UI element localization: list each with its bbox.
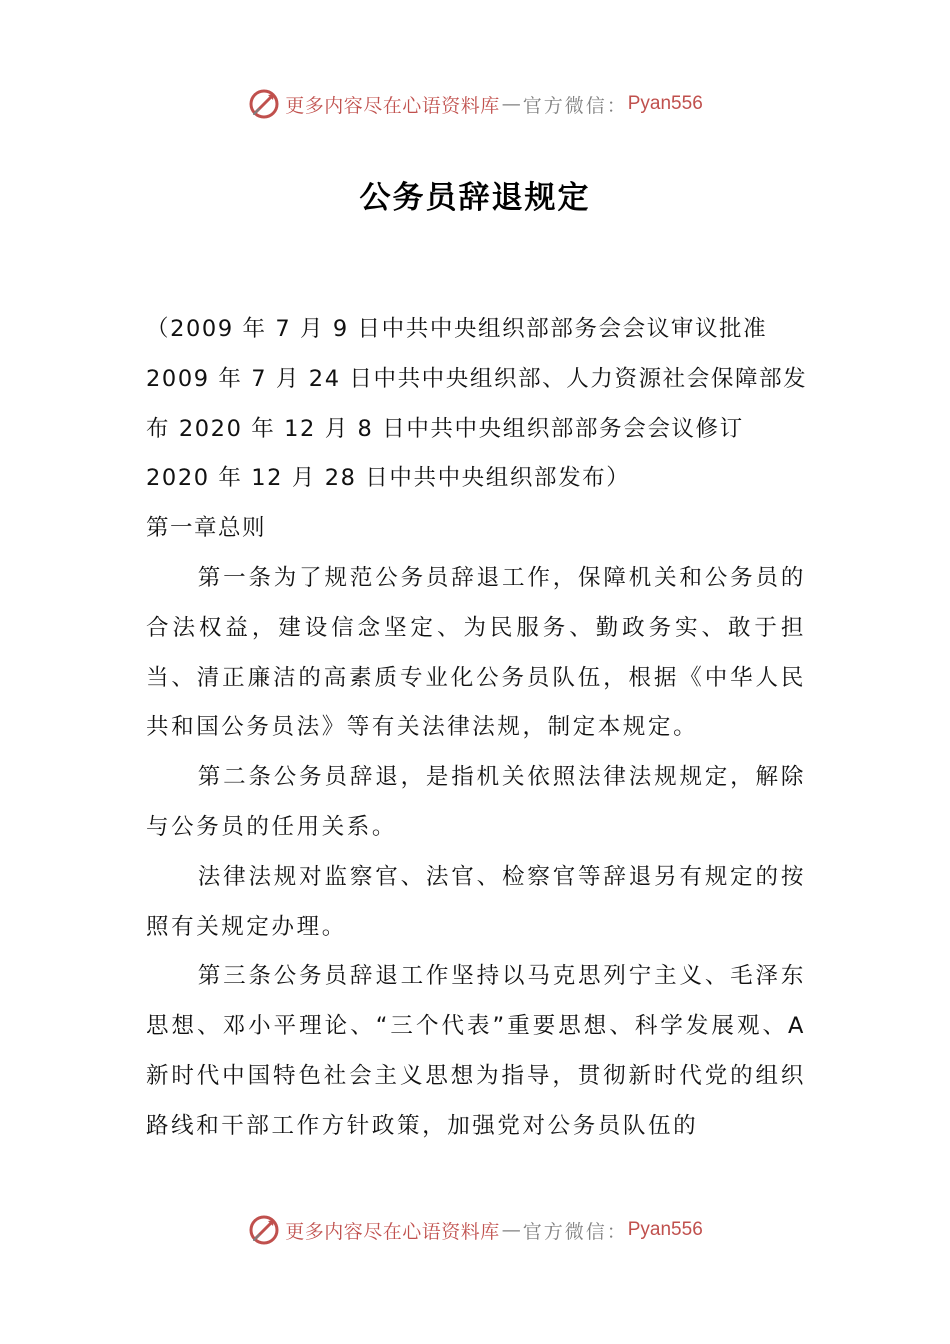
document-body [146,305,806,1152]
watermark-account: Pyan556 [627,1219,703,1240]
watermark-brand-text: 更多内容尽在心语资料库 [285,94,500,117]
meta-line-2: 2009 年 7 月 24 日中共中央组织部、人力资源社会保障部发 [146,365,808,392]
article-paragraph-2: 第二条公务员辞退，是指机关依照法律法规规定，解除与公务员的任用关系。 [146,764,806,840]
meta-line-1: （2009 年 7 月 9 日中共中央组织部部务会会议审议批准 [146,316,768,342]
watermark-brand-text: 更多内容尽在心语资料库 [285,1220,500,1243]
watermark-separator: — [501,93,521,115]
article-paragraph-1: 第一条为了规范公务员辞退工作，保障机关和公务员的合法权益，建设信念坚定、为民服务、勤政务实、敢于担当、清正廉洁的高素质专业化公务员队伍，根据《中华人民共和国公务员法》等有关法律法规，制定本规定。 [146,564,806,741]
watermark-wechat-label: 官方微信： [522,1220,628,1243]
pen-circle-logo-icon [247,87,281,121]
header-watermark [0,82,950,126]
watermark-account: Pyan556 [627,93,703,114]
chapter-heading: 第一章总则 [146,515,267,542]
footer-watermark [0,1208,950,1252]
watermark-separator: — [501,1219,521,1241]
meta-line-3: 布 2020 年 12 月 8 日中共中央组织部部务会会议修订 [146,415,744,442]
meta-line-4: 2020 年 12 月 28 日中共中央组织部发布） [146,465,631,492]
pen-circle-logo-icon [247,1213,281,1247]
article-paragraph-4: 第三条公务员辞退工作坚持以马克思列宁主义、毛泽东思想、邓小平理论、“三个代表”重要思想、科学发展观、A新时代中国特色社会主义思想为指导，贯彻新时代党的组织路线和干部工作方针政策，加强党对公务员队伍的 [146,963,806,1139]
watermark-wechat-label: 官方微信： [522,94,628,117]
document-title: 公务员辞退规定 [359,180,591,216]
article-paragraph-3: 法律法规对监察官、法官、检察官等辞退另有规定的按照有关规定办理。 [146,863,806,940]
